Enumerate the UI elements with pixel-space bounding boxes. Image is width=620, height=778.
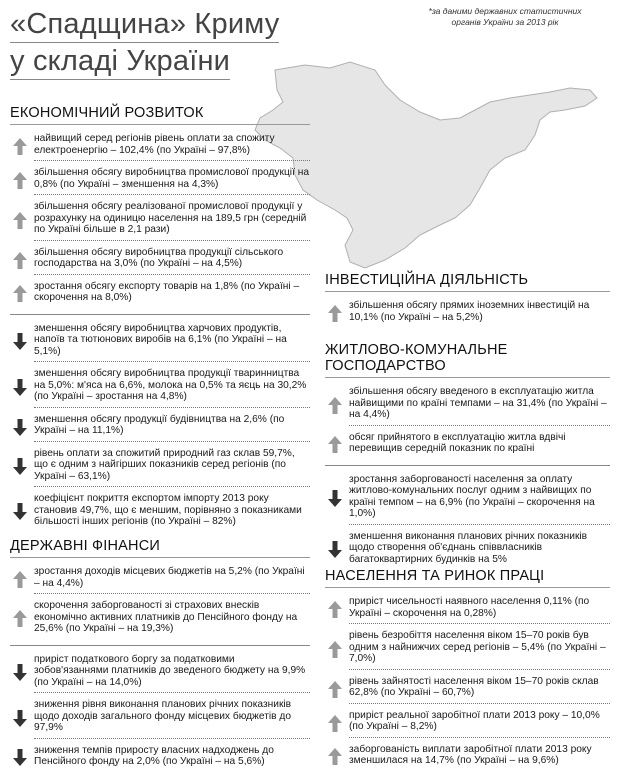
section-title-finance: ДЕРЖАВНІ ФІНАНСИ: [10, 538, 310, 558]
indicator-text: приріст реальної заробітної плати 2013 року – 10,0% (по Україні – 8,2%): [349, 710, 610, 738]
section-title-investment: ІНВЕСТИЦІЙНА ДІЯЛЬНІСТЬ: [325, 272, 610, 292]
indicator-item: [10, 323, 310, 363]
indicator-item: [10, 448, 310, 488]
arrow-up-icon: [328, 641, 342, 658]
source-note: [400, 6, 610, 28]
population-up-list: [325, 596, 610, 771]
section-title-population: НАСЕЛЕННЯ ТА РИНОК ПРАЦІ: [325, 568, 610, 588]
housing-down-list: [325, 474, 610, 570]
arrow-up-icon: [328, 305, 342, 322]
indicator-text: зниження темпів приросту власних надходжень до Пенсійного фонду на 2,0% (по Україні – на 5,6%): [34, 744, 274, 767]
indicator-item: [325, 386, 610, 426]
indicator-text: рівень зайнятості населення віком 15–70 років склав 62,8% (по Україні – 60,7%): [349, 676, 610, 704]
indicator-item: [10, 133, 310, 161]
investment-up-list: [325, 300, 610, 327]
indicator-text: зростання доходів місцевих бюджетів на 5,2% (по Україні – на 4,4%): [34, 566, 310, 594]
indicator-text: збільшення обсягу введеного в експлуатацію житла найвищими по країні темпами – на 31,4% (по Україні – на 4,4%): [349, 386, 610, 426]
indicator-text: коефіцієнт покриття експортом імпорту 2013 року становив 49,7%, що є меншим, порівняно з показниками більшості інших регіонів (по Україні – 82%): [34, 493, 302, 527]
section-investment: [325, 272, 610, 333]
indicator-item: [325, 676, 610, 704]
indicator-item: [10, 368, 310, 408]
indicator-item: [10, 493, 310, 532]
arrow-up-icon: [328, 715, 342, 732]
arrow-up-icon: [13, 285, 27, 302]
indicator-text: найвищий серед регіонів рівень оплати за спожиту електроенергію – 102,4% (по Україні – 97,8%): [34, 133, 310, 161]
arrow-down-icon: [328, 541, 342, 558]
section-title-economy: ЕКОНОМІЧНИЙ РОЗВИТОК: [10, 105, 310, 125]
arrow-up-icon: [328, 681, 342, 698]
arrow-up-icon: [13, 172, 27, 189]
economy-down-list: [10, 323, 310, 532]
indicator-item: [325, 630, 610, 670]
arrow-up-icon: [13, 212, 27, 229]
arrow-down-icon: [13, 710, 27, 727]
arrow-down-icon: [13, 503, 27, 520]
section-title-housing: ЖИТЛОВО-КОМУНАЛЬНЕ ГОСПОДАРСТВО: [325, 342, 610, 378]
indicator-item: [325, 432, 610, 459]
indicator-text: приріст чисельності наявного населення 0,11% (по Україні – скорочення на 0,28%): [349, 596, 610, 624]
indicator-item: [325, 300, 610, 327]
arrow-up-icon: [328, 436, 342, 453]
indicator-item: [325, 531, 610, 570]
section-economy: [10, 105, 310, 538]
indicator-text: обсяг прийнятого в експлуатацію житла вдвічі перевищив середній показник по країні: [349, 431, 566, 454]
arrow-up-icon: [13, 252, 27, 269]
section-population: [325, 568, 610, 777]
indicator-item: [10, 600, 310, 639]
arrow-up-icon: [13, 138, 27, 155]
indicator-text: скорочення заборгованості зі страхових внесків економічно активних платників до Пенсійного фонду на 25,6% (по Україні – на 19,3%): [34, 600, 298, 634]
indicator-text: збільшення обсягу прямих іноземних інвестицій на 10,1% (по Україні – на 5,2%): [349, 300, 590, 323]
indicator-item: [10, 654, 310, 694]
indicator-item: [10, 566, 310, 594]
economy-up-list: [10, 133, 310, 308]
finance-down-list: [10, 654, 310, 772]
indicator-item: [10, 167, 310, 195]
section-finance: [10, 538, 310, 778]
arrow-down-icon: [328, 490, 342, 507]
arrow-up-icon: [328, 748, 342, 765]
indicator-text: рівень безробіття населення віком 15–70 років був одним з найнижчих серед регіонів – 5,4% (по Україні – 7,0%): [349, 630, 610, 670]
indicator-item: [10, 281, 310, 308]
indicator-text: заборгованість виплати заробітної плати 2013 року зменшилася на 14,7% (по Україні – на 9,6%): [349, 743, 592, 766]
indicator-item: [10, 745, 310, 772]
section-housing: [325, 342, 610, 575]
arrow-down-icon: [13, 379, 27, 396]
source-note-line-2: органів України за 2013 рік: [451, 17, 559, 27]
indicator-text: зростання обсягу експорту товарів на 1,8% (по Україні – скорочення на 8,0%): [34, 280, 300, 303]
arrow-up-icon: [328, 601, 342, 618]
indicator-item: [325, 596, 610, 624]
group-separator: [10, 645, 310, 646]
indicator-text: збільшення обсягу виробництва промислової продукції на 0,8% (по Україні – зменшення на 4,3%): [34, 167, 310, 195]
indicator-text: зростання заборгованості населення за оплату житлово-комунальних послуг одним з найвищих по країні темпом – на 6,9% (по Україні – скорочення на 1,0%): [349, 474, 610, 525]
indicator-item: [10, 699, 310, 739]
arrow-up-icon: [328, 397, 342, 414]
indicator-item: [325, 710, 610, 738]
group-separator: [10, 314, 310, 315]
housing-up-list: [325, 386, 610, 459]
finance-up-list: [10, 566, 310, 639]
indicator-text: приріст податкового боргу за податковими зобов'язаннями платників до зведеного бюджету на 9,9% (по Україні – на 14,0%): [34, 654, 310, 694]
indicator-text: зменшення обсягу виробництва харчових продуктів, напоїв та тютюнових виробів на 6,1% (по Україні – на 5,1%): [34, 323, 310, 363]
arrow-down-icon: [13, 664, 27, 681]
arrow-down-icon: [13, 333, 27, 350]
indicator-text: рівень оплати за спожитий природний газ склав 59,7%, що є одним з найгірших показників серед регіонів (по Україні – 63,1%): [34, 448, 310, 488]
arrow-down-icon: [13, 419, 27, 436]
indicator-text: збільшення обсягу реалізованої промислової продукції у розрахунку на одиницю населення на 189,5 грн (середній по Україні більше в 2,1 рази): [34, 201, 310, 241]
title-line-1: «Спадщина» Криму: [10, 8, 279, 43]
indicator-text: збільшення обсягу виробництва продукції сільського господарства на 3,0% (по Україні – на 4,5%): [34, 247, 310, 275]
arrow-up-icon: [13, 571, 27, 588]
arrow-up-icon: [13, 610, 27, 627]
indicator-text: зменшення виконання планових річних показників щодо створення об'єднань співвласників багатоквартирних будинків на 5%: [349, 530, 588, 565]
indicator-item: [325, 474, 610, 525]
group-separator: [325, 465, 610, 466]
indicator-item: [10, 414, 310, 442]
indicator-text: зменшення обсягу виробництва продукції тваринництва на 5,0%: м'яса на 6,6%, молока на 0,5% та яєць на 30,2% (по Україні – зростання на 4,8%): [34, 368, 310, 408]
title-line-2: у складі України: [10, 45, 230, 80]
indicator-item: [325, 744, 610, 771]
indicator-item: [10, 247, 310, 275]
indicator-text: зниження рівня виконання планових річних показників щодо доходів загального фонду місцевих бюджетів до 97,9%: [34, 699, 310, 739]
arrow-down-icon: [13, 458, 27, 475]
source-note-line-1: *за даними державних статистичних: [428, 6, 582, 16]
indicator-text: зменшення обсягу продукції будівництва на 2,6% (по Україні – на 11,1%): [34, 414, 310, 442]
indicator-item: [10, 201, 310, 241]
